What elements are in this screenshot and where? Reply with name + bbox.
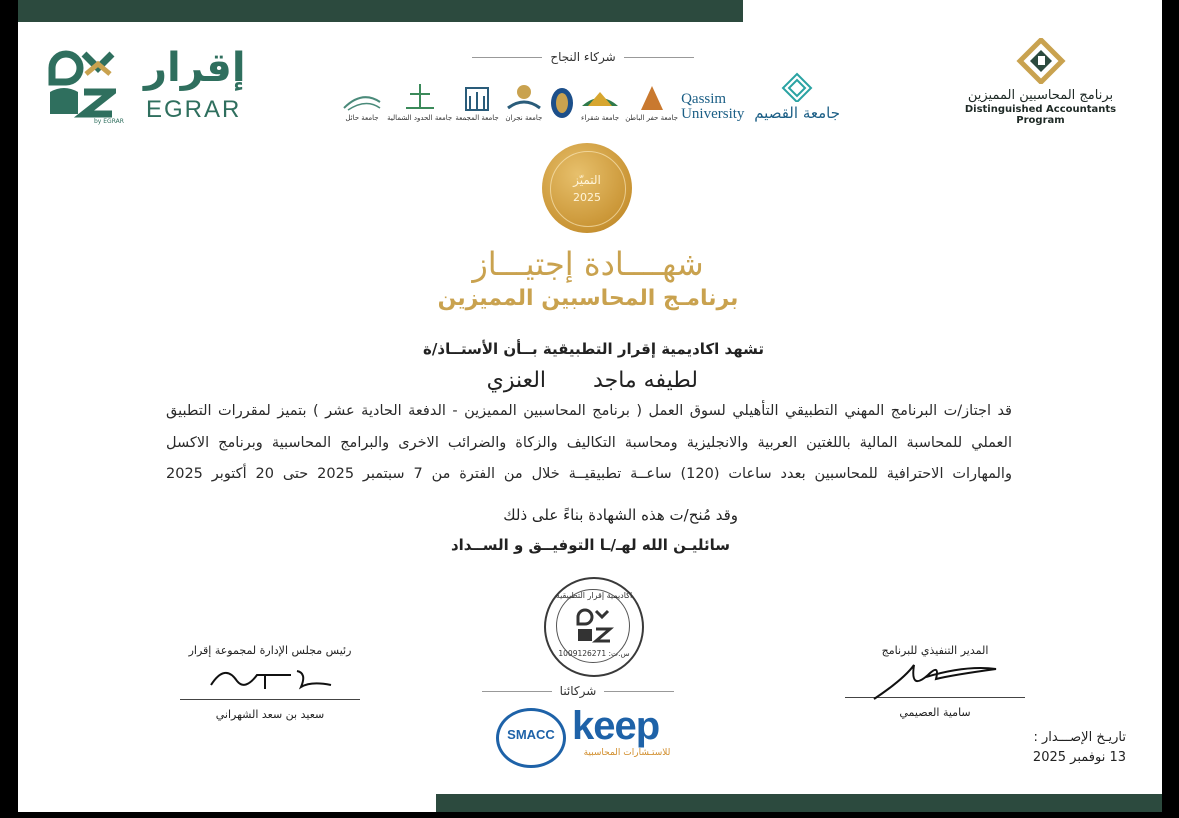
stamp-title: اكاديمية إقرار التطبيقية (555, 591, 633, 600)
certificate-title: شهــــادة إجتيـــاز (472, 245, 704, 283)
recipient-last-name: العنزي (486, 368, 547, 393)
signature-chairman (175, 644, 365, 721)
keep-subtitle: للاستـشارات المحاسبية (583, 748, 671, 758)
chairman-signature-icon (205, 661, 335, 695)
egrar-by: by EGRAR (94, 118, 124, 125)
partner-logo: جامعة القصيم (754, 72, 840, 122)
bottom-band (436, 794, 1162, 812)
partner-emblem-icon (578, 86, 622, 112)
chairman-title: رئيس مجلس الإدارة لمجموعة إقرار (188, 644, 352, 657)
partner-logo: جامعة شقراء (578, 86, 622, 122)
partner-emblem-icon (460, 82, 494, 112)
egrar-name-ar: إقرار (144, 45, 246, 91)
stamp-logo-icon (574, 607, 614, 645)
partner-emblem-icon (400, 82, 440, 112)
program-name-en: Distinguished Accountants Program (964, 104, 1117, 126)
partners-logos (340, 72, 840, 122)
seal-year: 2025 (573, 191, 601, 204)
body-line: قد اجتاز/ت البرنامج المهني التطبيقي التأهيلي لسوق العمل ( برنامج المحاسبين المميزين - الدفعة الحادية عشر ) بتميز لمقررات التطبيق (166, 403, 1012, 419)
partner-logo: جامعة حفر الباطن (625, 84, 678, 122)
program-logo-icon (1016, 38, 1066, 84)
body-line: والمهارات الاحترافية للمحاسبين بعدد ساعات (120) ساعــة تطبيقيــة خلال من الفترة من 7 سبتمبر 2025 حتى 20 أكتوبر 2025 (166, 466, 1012, 482)
partner-emblem-icon (340, 90, 384, 112)
academy-stamp (544, 577, 644, 677)
program-name-ar: برنامج المحاسبين المميزين (967, 88, 1114, 103)
signature-director (840, 644, 1030, 719)
program-logo (948, 38, 1133, 126)
director-name: سامية العصيمي (899, 706, 971, 719)
partner-logo: جامعة الحدود الشمالية (387, 82, 452, 122)
issue-date: 13 نوفمبر 2025 (1032, 750, 1126, 765)
certificate-page (18, 0, 1162, 812)
top-band (18, 0, 743, 22)
partner-emblem-icon (779, 72, 815, 102)
issue-date-label: تاريـخ الإصـــدار : (1033, 730, 1126, 745)
body-line: العملي للمحاسبة المالية باللغتين العربية والانجليزية ومحاسبة التكاليف والزكاة والضرائب الاخرى والبرامج المحاسبية وبرنامج الاكسل (166, 435, 1012, 451)
egrar-logo (46, 44, 246, 134)
partner-emblem-icon (639, 84, 665, 112)
partner-logo: جامعة حائل (340, 90, 384, 122)
granted-line: وقد مُنح/ت هذه الشهادة بناءً على ذلك (503, 506, 738, 524)
partner-emblem-icon (549, 86, 575, 120)
egrar-name-en: EGRAR (146, 96, 242, 123)
partner-logo: جامعة المجمعة (455, 82, 498, 122)
issue-date-block (1008, 728, 1126, 768)
partner-logo (549, 86, 575, 122)
seal-text: التميّز (573, 173, 601, 187)
excellence-seal (542, 143, 632, 233)
certificate-subtitle: برنامـج المحاسبين المميزين (437, 286, 739, 311)
prayer-line: سائليـن الله لهـ/ـا التوفيــق و الســداد (450, 536, 730, 554)
egrar-mark-icon (46, 48, 116, 120)
our-partners-title: شركائنا (458, 684, 698, 698)
stamp-number: س.ت: 1009126271 (558, 649, 630, 658)
partners-title: شركاء النجاح (458, 50, 708, 64)
keep-logo: keep (572, 704, 660, 748)
attest-line: تشهد اكاديمية إقرار التطبيقية بــأن الأستــاذ/ة (423, 340, 764, 358)
recipient-first-name: لطيفه ماجد (593, 368, 698, 393)
partner-logo: Qassim University (681, 91, 745, 122)
partner-logo: جامعة نجران (502, 82, 546, 122)
director-title: المدير التنفيذي للبرنامج (881, 644, 989, 657)
recipient-name (318, 368, 698, 393)
smacc-logo: SMACC (496, 708, 566, 768)
chairman-name: سعيد بن سعد الشهراني (215, 708, 325, 721)
partner-emblem-icon (502, 82, 546, 112)
